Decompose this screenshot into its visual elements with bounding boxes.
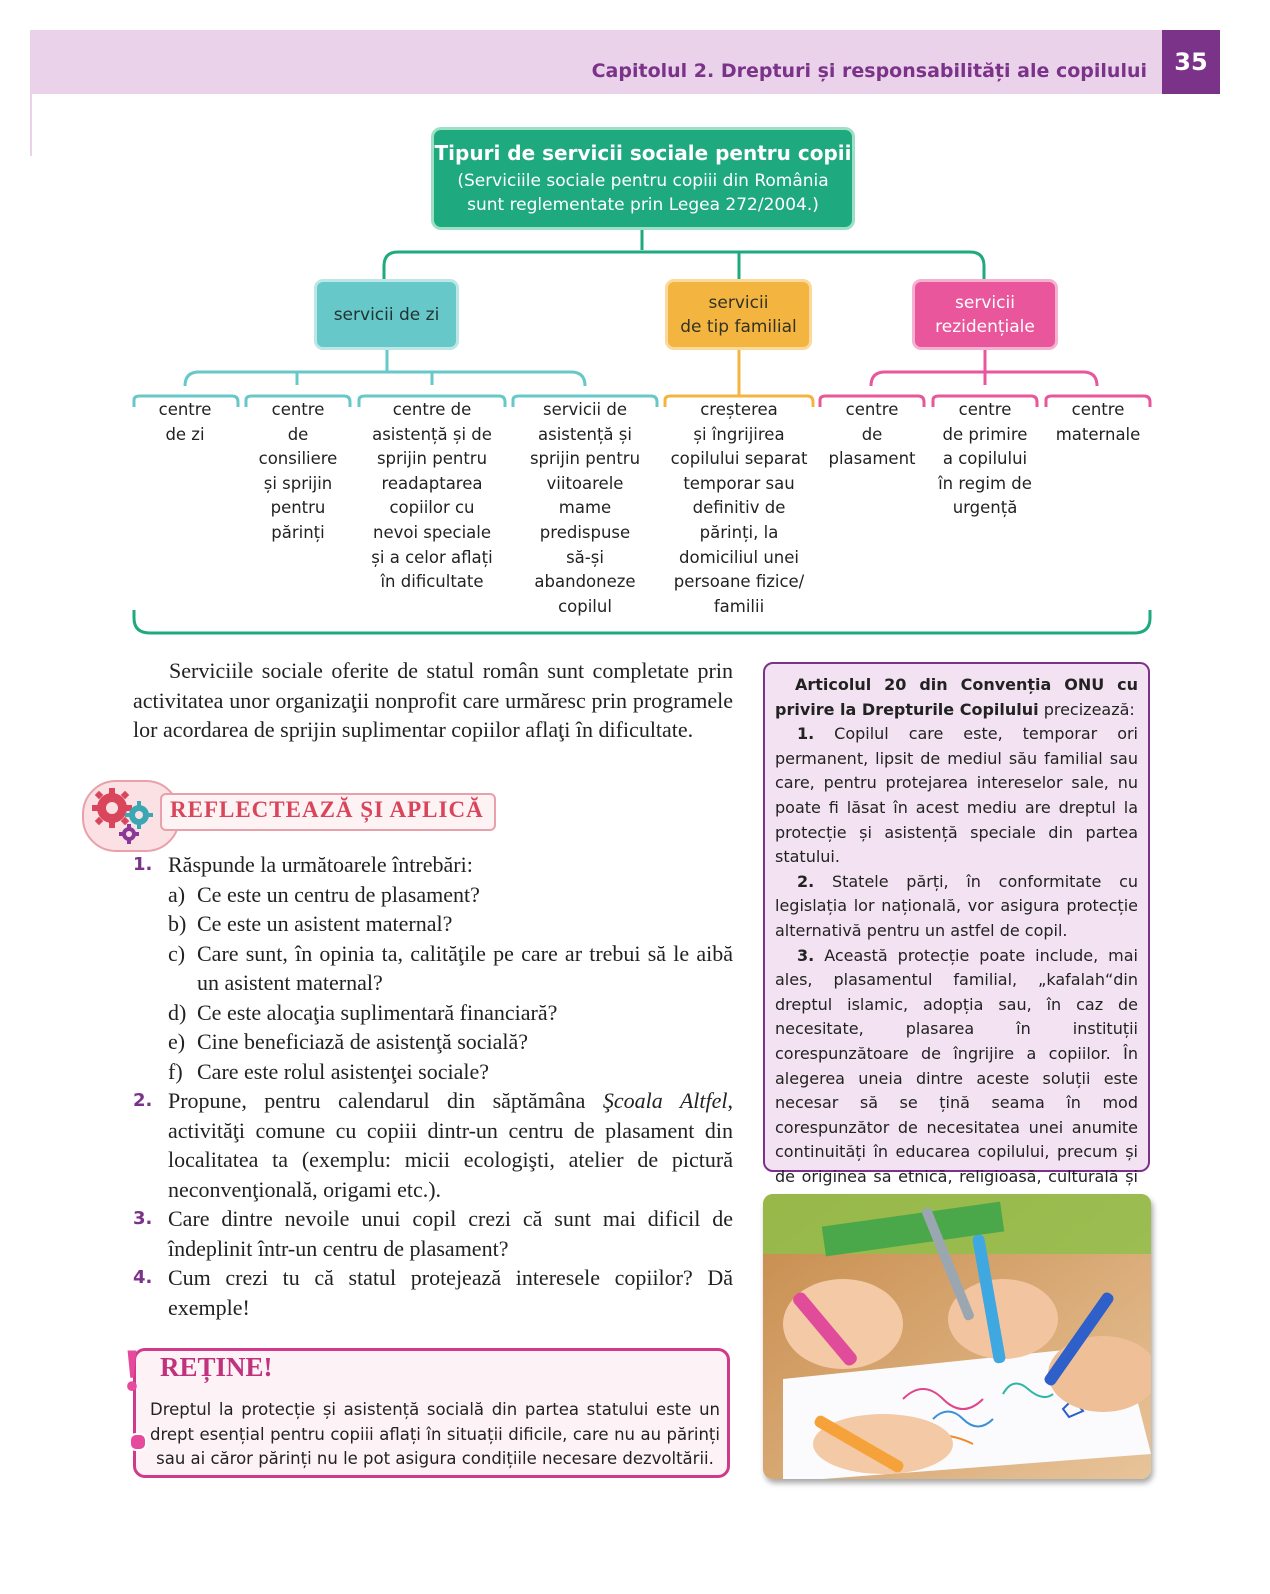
category-family-services (665, 279, 812, 350)
service-leaf-line: readaptarea (381, 473, 483, 493)
question-text: , activităţi comune cu copiii dintr-un centru de plasament din localitatea ta (exemplu: micii ecologişti, atelier de pictură neconvenţională, origami etc.). (168, 1088, 733, 1202)
service-leaf-line: asistență și de (372, 424, 492, 444)
service-leaf-line: servicii de (543, 400, 627, 419)
service-leaf (664, 398, 814, 619)
root-connectors (384, 230, 984, 279)
subquestion-letter: a) (168, 881, 186, 907)
category-day-services (314, 279, 459, 350)
article-point-text: Statele părți, în conformitate cu legislația lor națională, vor asigura protecție alternativă pentru un astfel de copil. (775, 871, 1138, 940)
reflect-label: REFLECTEAZĂ ȘI APLICĂ (170, 797, 484, 822)
question-number: 1. (133, 854, 153, 875)
question-item (133, 1204, 733, 1263)
service-leaf-line: persoane fizice/ (673, 572, 805, 592)
service-leaf-line: nevoi speciale (372, 522, 492, 542)
subquestion-letter: d) (168, 999, 187, 1025)
question-italic-text: Şcoala Altfel (602, 1088, 728, 1113)
article-point-text: Copilul care este, temporar ori permanent, lipsit de mediul său familial sau care, pentru protejarea intereselor sale, nu poate fi lăsat în acest mediu are dreptul la protecție și asistență speciale din partea statului. (775, 724, 1138, 867)
service-leaf-line: asistență și (538, 424, 632, 444)
subquestion-text: Ce este un centru de plasament? (197, 881, 480, 907)
subquestion-letter: c) (168, 940, 186, 966)
service-leaf-line: consiliere (258, 449, 338, 469)
category-label: servicii (955, 292, 1015, 313)
service-leaf-line: definitiv de (692, 498, 786, 518)
article-point-number: 1. (797, 724, 815, 744)
service-leaf-line: viitoarele (546, 473, 624, 493)
service-leaf (246, 398, 350, 546)
service-leaf-line: urgență (952, 498, 1018, 518)
root-subtitle-line: sunt reglementate prin Legea 272/2004.) (467, 194, 819, 215)
category-label: servicii (708, 292, 769, 313)
category-label: rezidențiale (935, 316, 1035, 337)
article-point (775, 870, 1138, 944)
question-number: 3. (133, 1208, 153, 1229)
subquestion-text: Care sunt, în opinia ta, calităţile pe care ar trebui să le aibă un asistent maternal? (197, 940, 733, 995)
question-item (133, 850, 733, 880)
retine-text: Dreptul la protecție și asistență socială din partea statului este un drept esențial pentru copiii aflați în situații dificile, care nu au părinți sau ai căror părinți nu le pot asigura condițiile necesare dezvoltării. (150, 1400, 720, 1468)
service-leaf-line: de primire (942, 424, 1028, 444)
root-box (431, 127, 855, 230)
article-point-number: 2. (797, 871, 815, 891)
service-leaf (513, 398, 657, 619)
root-title: Tipuri de servicii sociale pentru copii (434, 140, 852, 165)
category-label: de tip familial (680, 316, 797, 337)
subquestion-item (133, 880, 733, 910)
service-leaf-line: sprijin pentru (376, 449, 488, 469)
intro-paragraph: Serviciile sociale oferite de statul român sunt completate prin activitatea unor organizaţii nonprofit care urmăresc prin programele lor acordarea de sprijin suplimentar copiilor aflaţi în dificultate. (133, 658, 733, 742)
service-leaf-line: în dificultate (380, 572, 484, 592)
root-subtitle (457, 169, 828, 217)
service-leaf-line: centre (158, 400, 212, 419)
service-leaf-line: și îngrijirea (693, 424, 785, 444)
subquestion-item (133, 939, 733, 998)
service-leaf-line: copiilor cu (389, 498, 475, 518)
question-text: Care dintre nevoile unui copil crezi că sunt mai dificil de îndeplinit într-un centru de plasament? (168, 1206, 733, 1261)
service-leaf-line: și sprijin (263, 473, 333, 493)
service-leaf-line: plasament (828, 449, 916, 469)
chapter-title: Capitolul 2. Drepturi și responsabilități ale copilului (591, 60, 1147, 82)
service-leaf-line: centre de (392, 400, 472, 419)
subquestion-letter: f) (168, 1058, 183, 1084)
subquestion-item (133, 909, 733, 939)
category-label: servicii de zi (333, 304, 440, 325)
service-leaf (359, 398, 505, 595)
service-leaf-line: centre (845, 400, 899, 419)
service-leaf-line: maternale (1055, 424, 1141, 444)
exclamation-dot (129, 1433, 147, 1451)
article-point-number: 3. (797, 945, 815, 965)
question-item (133, 1086, 733, 1204)
subquestion-text: Cine beneficiază de asistenţă socială? (197, 1029, 529, 1054)
page-number: 35 (1162, 30, 1220, 94)
article-point-text: Această protecție poate include, mai ales, plasamentul familial, „kafalah“din dreptul islamic, adopția sau, în caz de necesitate, plasarea în instituții corespunzătoare de îngrijire a copiilor. În alegerea uneia dintre aceste soluții este necesar să se țină seama în mod corespunzător de necesitatea unei anumite continuități în educarea copilului, precum și de originea sa etnică, religioasă, culturală și (775, 945, 1138, 1186)
article-point (775, 944, 1138, 1215)
subquestion-letter: b) (168, 911, 187, 936)
photo-illustration (763, 1194, 1151, 1479)
subquestion-text: Ce este alocaţia suplimentară financiară? (197, 999, 558, 1025)
question-number: 4. (133, 1267, 153, 1288)
service-leaf-line: în regim de (938, 473, 1032, 493)
service-leaf-line: familii (713, 596, 765, 616)
service-leaf-line: de (287, 424, 309, 444)
service-leaf-line: centre (958, 400, 1012, 419)
retine-title: REȚINE! (160, 1352, 273, 1382)
service-leaf-line: predispuse (539, 522, 631, 542)
service-leaf-line: de (861, 424, 883, 444)
article-lead-bold: Articolul 20 din Convenția ONU cu privire la Drepturile Copilului (775, 675, 1138, 719)
service-leaf-line: centre (271, 400, 325, 419)
service-leaf-line: și a celor aflați (371, 547, 493, 567)
service-leaf (1046, 398, 1150, 447)
service-leaf-line: părinți (271, 522, 325, 542)
exclamation-icon: ! (122, 1337, 142, 1403)
category-residential-services (912, 279, 1058, 350)
question-text: Propune, pentru calendarul din săptămâna (168, 1088, 603, 1113)
subquestion-item (133, 998, 733, 1028)
service-leaf-line: sprijin pentru (529, 449, 641, 469)
subquestion-text: Care este rolul asistenţei sociale? (197, 1058, 489, 1084)
service-leaf-line: centre (1071, 400, 1125, 419)
subquestion-letter: e) (168, 1029, 186, 1054)
question-text: Cum crezi tu că statul protejează interesele copiilor? Dă exemple! (168, 1265, 733, 1320)
service-leaf (933, 398, 1037, 521)
service-leaf-line: copilului separat (670, 449, 808, 469)
article-lead-rest: precizează: (1038, 699, 1135, 719)
service-leaf-line: de zi (165, 424, 205, 444)
subquestion-text: Ce este un asistent maternal? (197, 911, 453, 936)
service-leaf-line: a copilului (942, 449, 1028, 469)
service-leaf-line: domiciliul unei (679, 547, 799, 567)
question-item (133, 1263, 733, 1322)
subquestion-item (133, 1027, 733, 1057)
subquestion-item (133, 1057, 733, 1087)
service-leaf-line: creșterea (700, 400, 778, 419)
service-leaf-line: copilul (558, 596, 612, 616)
margin-line (30, 94, 32, 156)
article-point (775, 722, 1138, 870)
questions-list (133, 850, 733, 1322)
service-leaf (820, 398, 924, 472)
service-leaf-line: abandoneze (534, 572, 636, 592)
service-leaf-line: să-și (566, 547, 604, 567)
root-subtitle-line: (Serviciile sociale pentru copiii din România (457, 170, 829, 191)
question-number: 2. (133, 1090, 153, 1111)
service-leaf (133, 398, 237, 447)
children-drawing-photo (763, 1194, 1151, 1479)
service-leaf-line: temporar sau (683, 473, 795, 493)
article-text (775, 673, 1138, 1214)
article-lead (775, 673, 1138, 722)
question-text: Răspunde la următoarele întrebări: (168, 852, 473, 877)
service-leaf-line: părinți, la (699, 522, 779, 542)
service-leaf-line: pentru (270, 498, 326, 518)
service-leaf-line: mame (558, 498, 612, 518)
